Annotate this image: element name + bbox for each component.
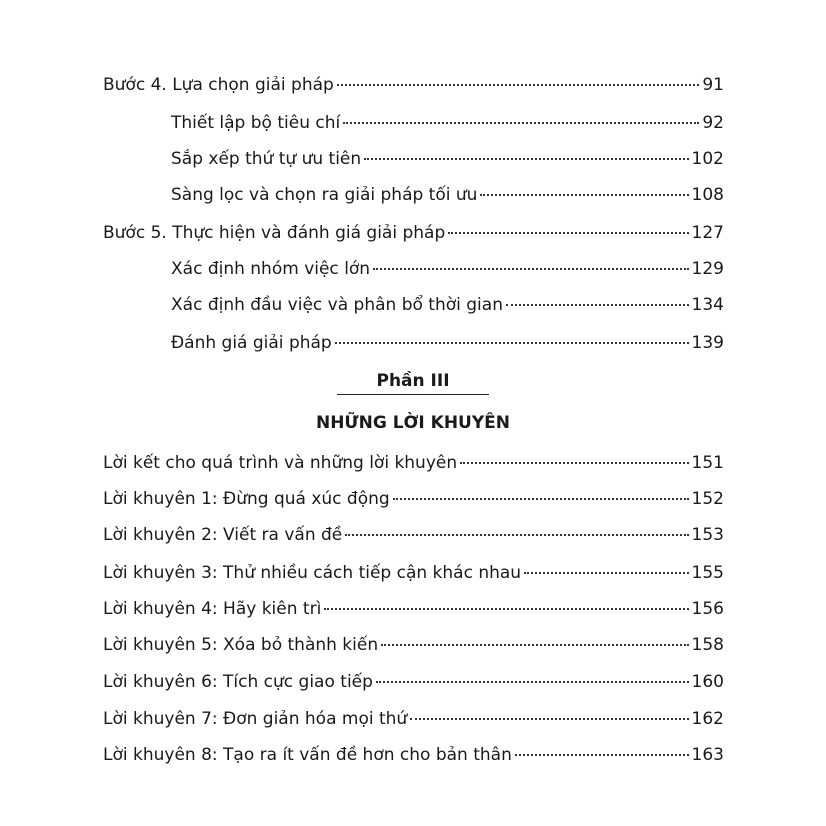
toc-entry-page: 153 [691, 525, 724, 545]
dot-leader [345, 534, 688, 536]
dot-leader [506, 304, 689, 306]
toc-entry-title: Lời khuyên 6: Tích cực giao tiếp [103, 672, 373, 692]
toc-entry [103, 524, 724, 546]
dot-leader [460, 462, 688, 464]
toc-entry-page: 155 [691, 563, 724, 583]
dot-leader [524, 572, 688, 574]
dot-leader [337, 84, 700, 86]
dot-leader [410, 718, 688, 720]
toc-entry-title: Bước 4. Lựa chọn giải pháp [103, 75, 334, 95]
toc-entry-title: Lời kết cho quá trình và những lời khuyên [103, 453, 458, 473]
toc-entry-title: Lời khuyên 4: Hãy kiên trì [103, 599, 322, 619]
dot-leader [335, 342, 689, 344]
toc-entry-title: Bước 5. Thực hiện và đánh giá giải pháp [103, 223, 446, 243]
toc-entry [171, 258, 724, 280]
toc-entry-page: 92 [702, 113, 724, 133]
dot-leader [376, 681, 689, 683]
toc-entry-title: Sàng lọc và chọn ra giải pháp tối ưu [171, 185, 478, 205]
dot-leader [448, 232, 688, 234]
dot-leader [373, 268, 688, 270]
dot-leader [324, 608, 688, 610]
toc-entry [103, 562, 724, 584]
toc-entry [171, 184, 724, 206]
toc-entry-title: Đánh giá giải pháp [171, 333, 332, 353]
dot-leader [343, 122, 699, 124]
toc-entry [103, 74, 724, 96]
toc-entry-page: 163 [691, 745, 724, 765]
toc-entry-page: 139 [691, 333, 724, 353]
toc-entry-title: Lời khuyên 2: Viết ra vấn đề [103, 525, 343, 545]
toc-entry [171, 332, 724, 354]
toc-entry-page: 91 [702, 75, 724, 95]
toc-entry-page: 127 [691, 223, 724, 243]
toc-entry [103, 222, 724, 244]
toc-entry [103, 598, 724, 620]
toc-entry [171, 112, 724, 134]
toc-entry-page: 158 [691, 635, 724, 655]
toc-entry [103, 744, 724, 766]
toc-entry-page: 160 [691, 672, 724, 692]
dot-leader [364, 158, 688, 160]
toc-entry [103, 708, 724, 730]
dot-leader [480, 194, 688, 196]
toc-entry-title: Lời khuyên 8: Tạo ra ít vấn đề hơn cho bản thân [103, 745, 512, 765]
toc-entry-page: 156 [691, 599, 724, 619]
dot-leader [393, 498, 689, 500]
toc-entry-page: 129 [691, 259, 724, 279]
part-title: NHỮNG LỜI KHUYÊN [315, 413, 511, 433]
toc-entry-page: 108 [691, 185, 724, 205]
toc-entry [171, 148, 724, 170]
toc-entry-title: Xác định nhóm việc lớn [171, 259, 371, 279]
toc-entry-title: Lời khuyên 5: Xóa bỏ thành kiến [103, 635, 379, 655]
toc-entry-title: Lời khuyên 1: Đừng quá xúc động [103, 489, 390, 509]
part-label: Phần III [337, 370, 489, 395]
toc-entry-page: 152 [691, 489, 724, 509]
toc-entry-title: Xác định đầu việc và phân bổ thời gian [171, 295, 503, 315]
part-heading [0, 370, 826, 395]
toc-entry-title: Thiết lập bộ tiêu chí [171, 113, 341, 133]
toc-entry [171, 294, 724, 316]
dot-leader [381, 644, 688, 646]
toc-entry-title: Sắp xếp thứ tự ưu tiên [171, 149, 362, 169]
toc-entry-page: 134 [691, 295, 724, 315]
toc-entry [103, 634, 724, 656]
toc-entry-page: 162 [691, 709, 724, 729]
toc-entry [103, 488, 724, 510]
toc-entry [103, 671, 724, 693]
toc-entry-title: Lời khuyên 3: Thử nhiều cách tiếp cận khác nhau [103, 563, 522, 583]
toc-entry [103, 452, 724, 474]
toc-entry-page: 151 [691, 453, 724, 473]
dot-leader [515, 754, 689, 756]
toc-entry-title: Lời khuyên 7: Đơn giản hóa mọi thứ [103, 709, 408, 729]
toc-entry-page: 102 [691, 149, 724, 169]
